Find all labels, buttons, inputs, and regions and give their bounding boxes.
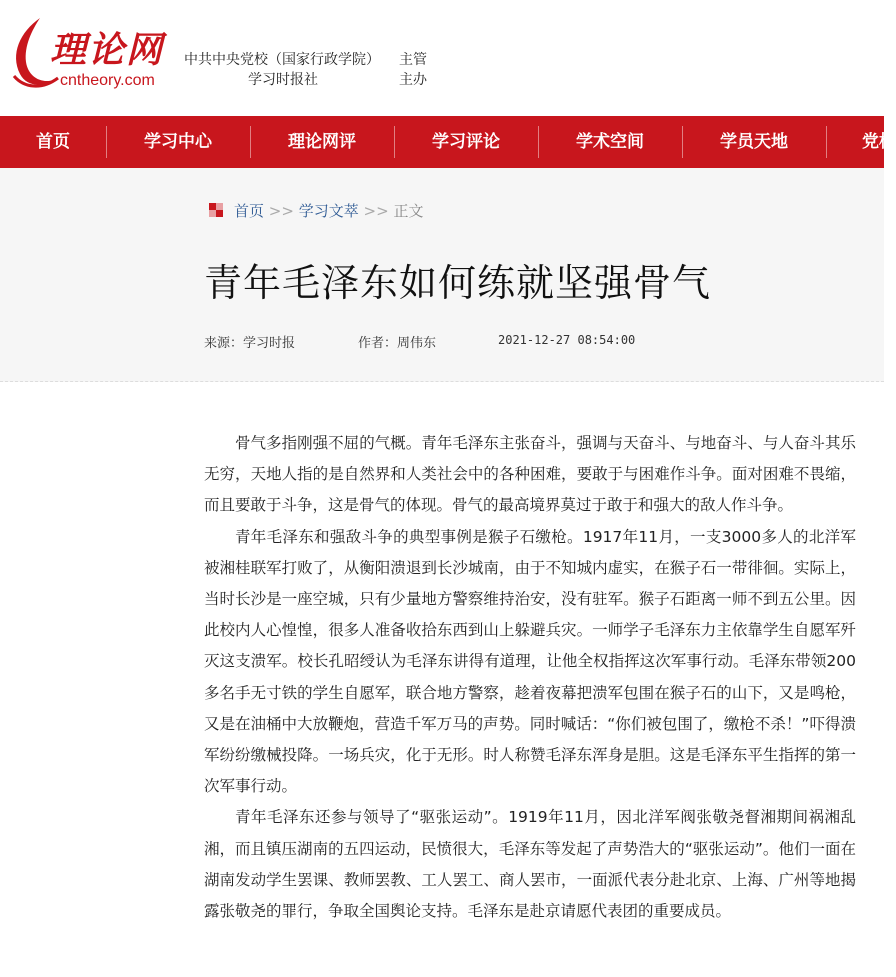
breadcrumb-marker-icon (209, 203, 223, 217)
nav-item-academic-space[interactable]: 学术空间 (576, 132, 644, 152)
nav-item-student-world[interactable]: 学员天地 (720, 132, 788, 152)
breadcrumb-current: 正文 (393, 202, 424, 220)
article-paragraph: 骨气多指刚强不屈的气概。青年毛泽东主张奋斗，强调与天奋斗、与地奋斗、与人奋斗其乐无穷，天地人指的是自然界和人类社会中的各种困难，要敢于与困难作斗争。面对困难不畏缩，而且要敢于斗争，这是骨气的体现。骨气的最高境界莫过于敢于和强大的敌人作斗争。 (204, 434, 856, 515)
article-paragraph: 青年毛泽东和强敌斗争的典型事例是猴子石缴枪。1917年11月，一支3000多人的北洋军被湘桂联军打败了，从衡阳溃退到长沙城南，由于不知城内虚实，在猴子石一带徘徊。实际上，当时长沙是一座空城，只有少量地方警察维持治安，没有驻军。猴子石距离一师不到五公里。因此校内人心惶惶，很多人准备收拾东西到山上躲避兵灾。一师学子毛泽东力主依靠学生自愿军歼灭这支溃军。校长孔昭绶认为毛泽东讲得有道理，让他全权指挥这次军事行动。毛泽东带领200多名手无寸铁的学生自愿军，联合地方警察，趁着夜幕把溃军包围在猴子石的山下，又是鸣枪，又是在油桶中大放鞭炮，营造千军万马的声势。同时喊话：“你们被包围了，缴枪不杀！”吓得溃军纷纷缴械投降。一场兵灾，化于无形。时人称赞毛泽东浑身是胆。这是毛泽东平生指挥的第一次军事行动。 (204, 527, 856, 796)
article-title: 青年毛泽东如何练就坚强骨气 (204, 261, 712, 305)
article-paragraph: 青年毛泽东还参与领导了“驱张运动”。1919年11月，因北洋军阀张敬尧督湘期间祸湘乱湘，而且镇压湖南的五四运动，民愤很大，毛泽东等发起了声势浩大的“驱张运动”。他们一面在湖南发动学生罢课、教师罢教、工人罢工、商人罢市，一面派代表分赴北京、上海、广州等地揭露张敬尧的罪行，争取全国舆论支持。毛泽东是赴京请愿代表团的重要成员。 (204, 808, 856, 921)
sponsor-role-2: 主办 (399, 72, 427, 88)
breadcrumb-home[interactable]: 首页 (234, 202, 265, 220)
article-date: 2021-12-27 08:54:00 (498, 333, 636, 347)
article-author: 作者：周伟东 (358, 336, 437, 351)
nav-item-theory-review[interactable]: 理论网评 (288, 132, 356, 152)
main-nav (0, 116, 896, 168)
breadcrumb-separator: >> (268, 202, 294, 220)
article-body (204, 428, 856, 927)
article-header (0, 168, 884, 382)
sponsor-org-2: 学习时报社 (248, 72, 318, 88)
nav-divider (826, 126, 827, 158)
nav-item-study-commentary[interactable]: 学习评论 (432, 132, 500, 152)
breadcrumb-separator: >> (363, 202, 389, 220)
breadcrumb-section[interactable]: 学习文萃 (298, 202, 359, 220)
site-logo[interactable] (6, 14, 176, 94)
logo-domain: cntheory.com (60, 72, 155, 89)
site-header (0, 0, 884, 116)
nav-item-study-center[interactable]: 学习中心 (144, 132, 212, 152)
article-source: 来源：学习时报 (204, 336, 296, 351)
nav-item-party-school[interactable]: 党校 (862, 132, 896, 152)
sponsor-role-1: 主管 (399, 52, 427, 68)
sponsor-org-1: 中共中央党校（国家行政学院） (184, 52, 380, 68)
nav-item-home[interactable]: 首页 (36, 132, 70, 152)
logo-wordmark: 理论网 (50, 29, 165, 71)
